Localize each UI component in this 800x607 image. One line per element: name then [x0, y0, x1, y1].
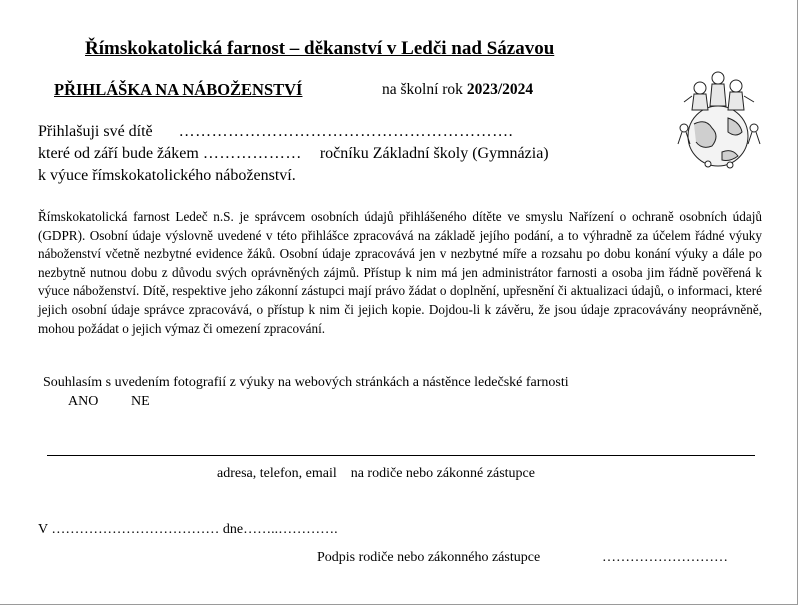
signature-field[interactable]: ………………………: [602, 550, 728, 565]
school-year-value: 2023/2024: [466, 81, 534, 98]
contact-label-a: adresa, telefon, email: [217, 466, 337, 481]
child-name-field[interactable]: …………………………………………………….: [178, 123, 514, 140]
signature-label: Podpis rodiče nebo zákonného zástupce: [317, 550, 541, 565]
place-date-field[interactable]: V ……………………………… dne……..………….: [38, 522, 338, 537]
parish-title: Římskokatolická farnost – děkanství v Ledči nad Sázavou: [85, 38, 555, 59]
contact-field-line[interactable]: [47, 455, 755, 456]
contact-label: [217, 466, 535, 482]
consent-yes-option[interactable]: ANO: [68, 394, 99, 409]
child-name-line: [38, 123, 513, 141]
grade-line: [38, 145, 549, 163]
school-text: ročníku Základní školy (Gymnázia): [319, 145, 549, 162]
gdpr-notice: Římskokatolická farnost Ledeč n.S. je správcem osobních údajů přihlášeného dítěte ve smyslu Nařízení o ochraně osobních údajů (GDPR). Osobní údaje výslovně uvedené v této přihlášce zpracovává na základě jejího podání, a to výhradně za účelem řádné výuky náboženství včetně nezbytné evidence žáků. Osobní údaje zpracovává jen v nezbytné míře a rozsahu po dobu konání výuky a dále po nezbytně nutnou dobu z důvodu svých oprávněných zájmů. Přístup k nim má jen administrátor farnosti a osoba jim řádně pověřená k výuce náboženství. Dítě, respektive jeho zákonní zástupci mají právo žádat o doplnění, upřesnění či aktualizaci údajů, o informaci, které jejich osobní údaje správce zpracovává, o přístup k nim či jejich kopie. Dojdou-li k závěru, že jsou údaje zpracovávány neoprávněně, mohou požádat o jejich výmaz či omezení zpracování.: [38, 209, 762, 336]
form-title: PŘIHLÁŠKA NA NÁBOŽENSTVÍ: [54, 80, 303, 99]
grade-field[interactable]: ………………: [202, 145, 302, 162]
consent-no-option[interactable]: NE: [131, 394, 150, 409]
contact-label-b: na rodiče nebo zákonné zástupce: [350, 466, 535, 481]
religion-line: k výuce římskokatolického náboženství.: [38, 167, 296, 184]
photo-consent-text: Souhlasím s uvedením fotografií z výuky na webových stránkách a nástěnce ledečské farnosti: [43, 375, 569, 390]
school-year-label: na školní rok: [382, 81, 463, 98]
grade-label: které od září bude žákem: [38, 145, 199, 162]
children-on-globe-icon: [672, 66, 764, 170]
school-year: [382, 81, 533, 99]
child-name-label: Přihlašuji své dítě: [38, 123, 153, 140]
